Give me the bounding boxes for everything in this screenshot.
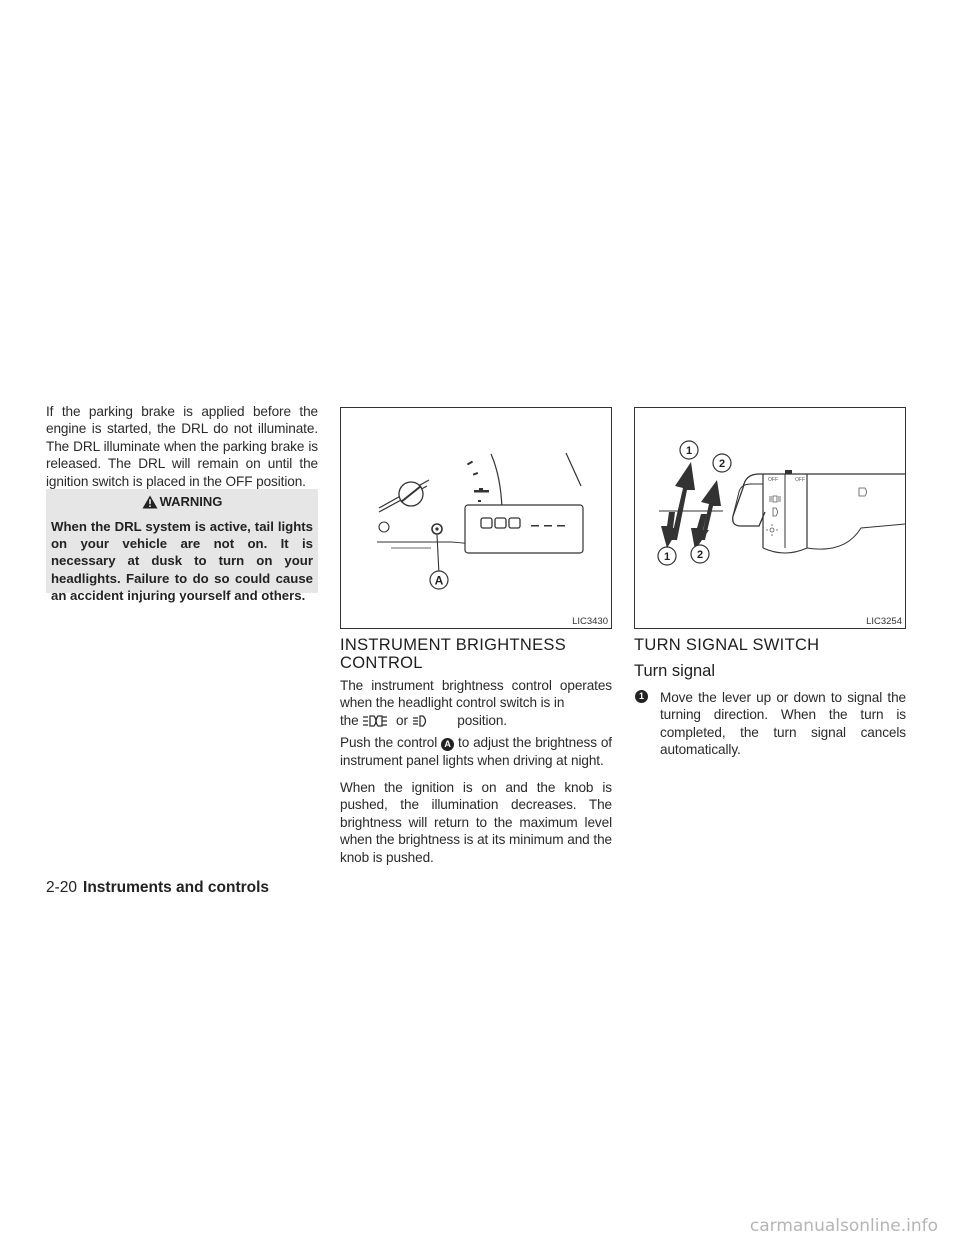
section-heading-brightness [340, 636, 612, 672]
subheading-turn-signal: Turn signal [634, 662, 716, 680]
para2-lead: Push the control [340, 735, 438, 751]
lever-label-off-2: OFF [795, 477, 805, 483]
intro-paragraph: If the parking brake is applied before the engine is started, the DRL do not illuminate. The DRL illuminate when the parking brake is released. The DRL will remain on until the ignition switch is placed in the OFF position. [46, 404, 318, 489]
warning-box [46, 489, 318, 603]
page-footer [46, 879, 269, 897]
parking-light-icon [362, 715, 388, 727]
marker-a: A [441, 738, 454, 751]
figure-label-a: A [434, 573, 444, 588]
warning-icon [142, 495, 158, 509]
figure-code: LIC3430 [572, 616, 608, 627]
figure-label-1-bottom: 1 [663, 551, 671, 563]
page-number: 2-20 [46, 879, 78, 896]
section-heading-turn-signal: TURN SIGNAL SWITCH [634, 636, 820, 654]
brightness-paragraph-2 [340, 734, 612, 769]
para1-position: position. [457, 712, 507, 728]
figure-label-2-top: 2 [718, 458, 726, 470]
instrument-panel-illustration [341, 408, 611, 628]
warning-text: When the DRL system is active, tail lights on your vehicle are not on. It is necessary at dusk to turn on your headlights. Failure to do so could cause an accident injuring yourself and others. [51, 519, 313, 603]
heading-line-2: CONTROL [340, 654, 423, 672]
para2-rest: to adjust the brightness of instrument panel lights when driving at night. [340, 735, 612, 768]
para1-the: the [340, 712, 359, 728]
headlight-icon [412, 715, 428, 727]
instrument-panel-figure [340, 407, 612, 629]
heading-line-1: INSTRUMENT BRIGHTNESS [340, 636, 567, 654]
turn-signal-illustration [635, 408, 905, 628]
turn-signal-figure [634, 407, 906, 629]
step-marker-1: 1 [635, 690, 648, 703]
figure-label-2-bottom: 2 [696, 549, 704, 561]
step-text: Move the lever up or down to signal the turning direction. When the turn is completed, the turn signal cancels automatically. [660, 690, 906, 758]
warning-title: WARNING [159, 494, 223, 509]
figure-code: LIC3254 [866, 616, 902, 627]
para1-text: The instrument brightness control operates when the headlight control switch is in [340, 678, 612, 711]
figure-label-1-top: 1 [685, 445, 693, 457]
brightness-paragraph-1 [340, 677, 612, 729]
watermark: carmanualsonline.info [749, 1216, 938, 1236]
turn-signal-step [634, 689, 906, 759]
warning-header [46, 494, 318, 509]
section-name: Instruments and controls [83, 879, 270, 896]
brightness-paragraph-3: When the ignition is on and the knob is pushed, the illumination decreases. The brightness will return to the maximum level when the brightness is at its minimum and the knob is pushed. [340, 780, 612, 865]
para1-or: or [395, 712, 408, 728]
lever-label-off-1: OFF [768, 477, 778, 483]
